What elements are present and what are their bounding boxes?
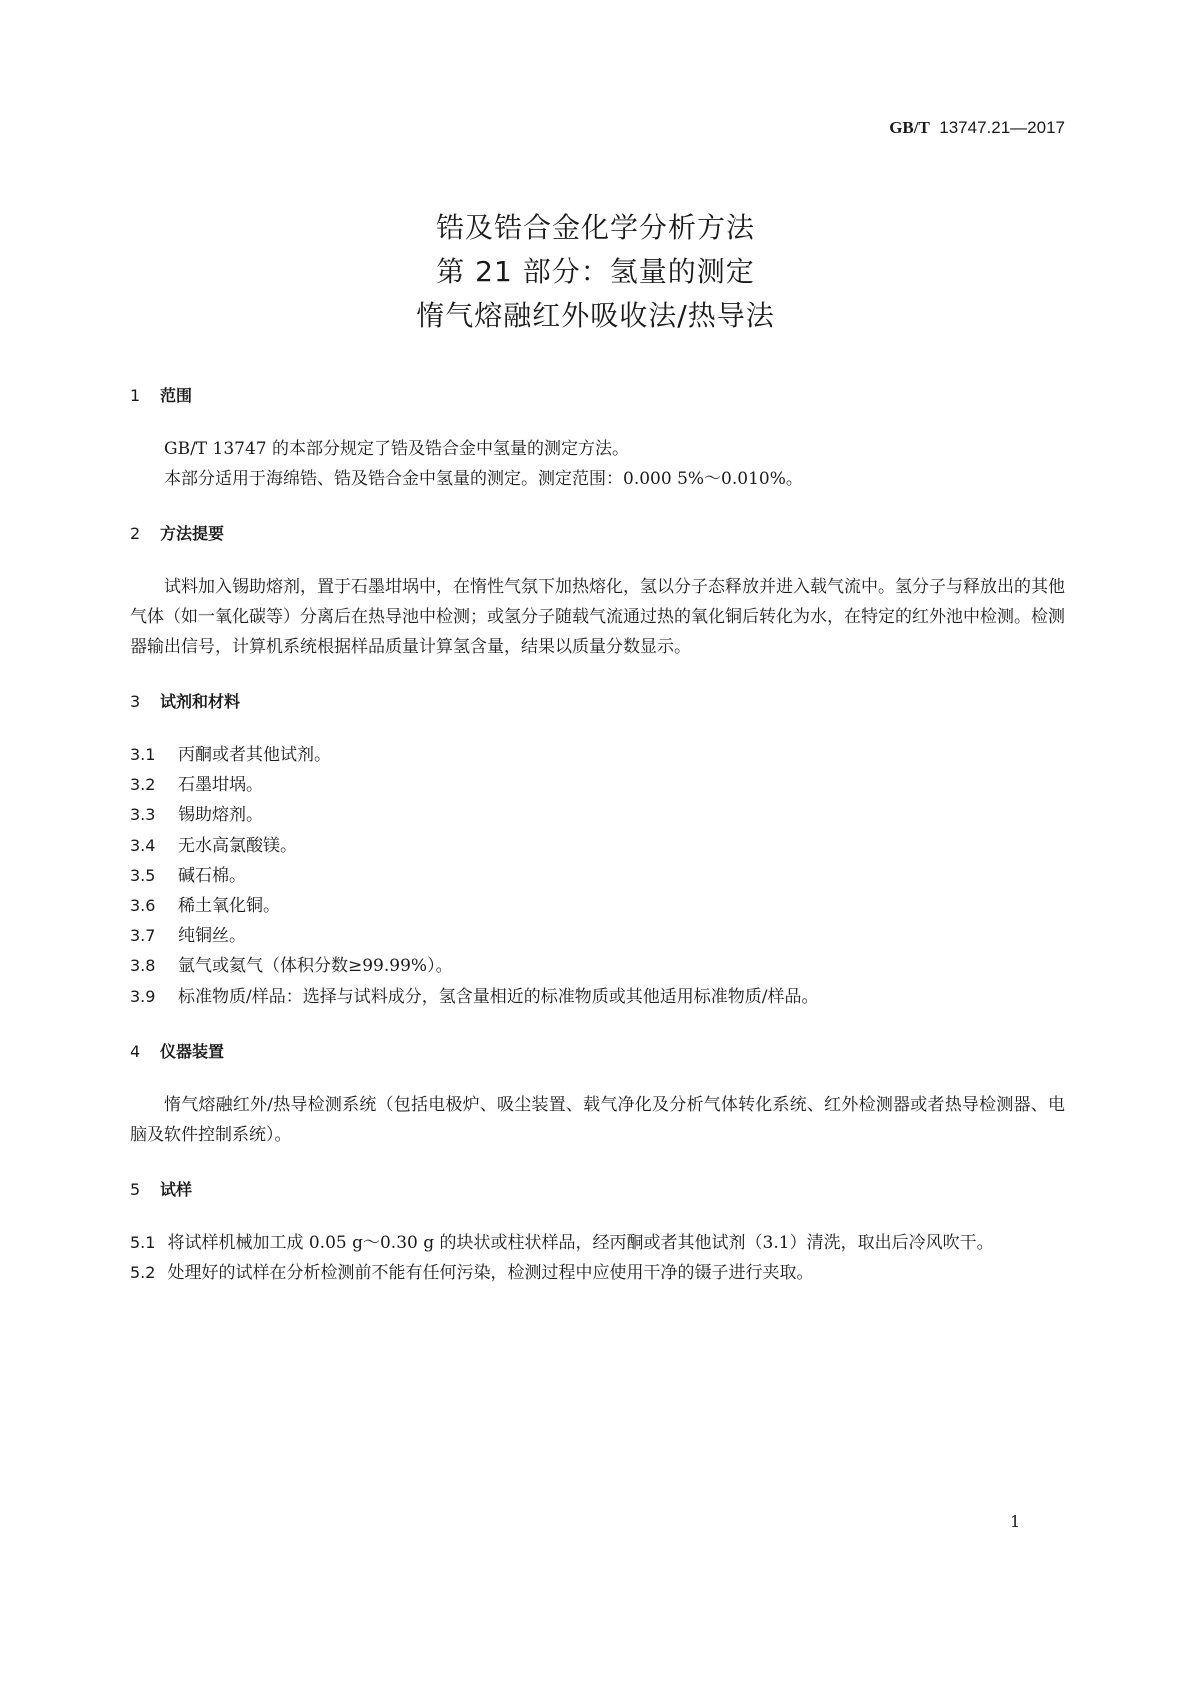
section-1-paragraph-1: GB/T 13747 的本部分规定了锆及锆合金中氢量的测定方法。 [164, 439, 630, 459]
document-title [0, 206, 1191, 338]
section-1-paragraph-2: 本部分适用于海绵锆、锆及锆合金中氢量的测定。测定范围：0.000 5%～0.010%。 [164, 469, 803, 489]
section-2-paragraph: 试料加入锡助熔剂，置于石墨坩埚中，在惰性气氛下加热熔化，氢以分子态释放并进入载气流中。氢分子与释放出的其他气体（如一氧化碳等）分离后在热导池中检测；或氢分子随载气流通过热的氧化铜后转化为水，在特定的红外池中检测。检测器输出信号，计算机系统根据样品质量计算氢含量，结果以质量分数显示。 [130, 577, 1065, 657]
section-1-heading: 1 范围 [130, 386, 193, 405]
list-item: 3.1 丙酮或者其他试剂。 [130, 745, 331, 765]
title-line-3: 惰气熔融红外吸收法/热导法 [416, 299, 775, 332]
section-3-heading: 3 试剂和材料 [130, 692, 241, 711]
section-5-heading: 5 试样 [130, 1179, 193, 1199]
list-item: 3.8 氩气或氦气（体积分数≥99.99%）。 [130, 956, 453, 977]
list-item: 5.1 将试样机械加工成 0.05 g～0.30 g 的块状或柱状样品，经丙酮或者其他试剂（3.1）清洗，取出后冷风吹干。 [130, 1232, 994, 1253]
list-item: 3.7 纯铜丝。 [130, 926, 246, 947]
list-item: 3.9 标准物质/样品：选择与试料成分，氢含量相近的标准物质或其他适用标准物质/样品。 [130, 986, 819, 1007]
standard-code: 13747.21—2017 [939, 118, 1065, 137]
title-line-1: 锆及锆合金化学分析方法 [435, 211, 755, 244]
section-4-paragraph: 惰气熔融红外/热导检测系统（包括电极炉、吸尘装置、载气净化及分析气体转化系统、红外检测器或者热导检测器、电脑及软件控制系统）。 [130, 1094, 1065, 1145]
list-item: 3.4 无水高氯酸镁。 [130, 835, 297, 856]
list-item: 5.2 处理好的试样在分析检测前不能有任何污染，检测过程中应使用干净的镊子进行夹取。 [130, 1262, 814, 1283]
reagent-list [130, 740, 1065, 1012]
standard-number [780, 118, 1065, 138]
list-item: 3.3 锡助熔剂。 [130, 805, 263, 826]
section-4-heading: 4 仪器装置 [130, 1041, 225, 1061]
document-body [130, 378, 1065, 1288]
list-item: 3.2 石墨坩埚。 [130, 775, 263, 796]
section-2-heading: 2 方法提要 [130, 524, 225, 543]
page-number: 1 [1010, 1512, 1021, 1531]
list-item: 3.6 稀土氧化铜。 [130, 896, 280, 917]
standard-prefix: GB/T [889, 118, 930, 137]
list-item: 3.5 碱石棉。 [130, 865, 246, 886]
title-line-2: 第 21 部分：氢量的测定 [436, 255, 755, 288]
